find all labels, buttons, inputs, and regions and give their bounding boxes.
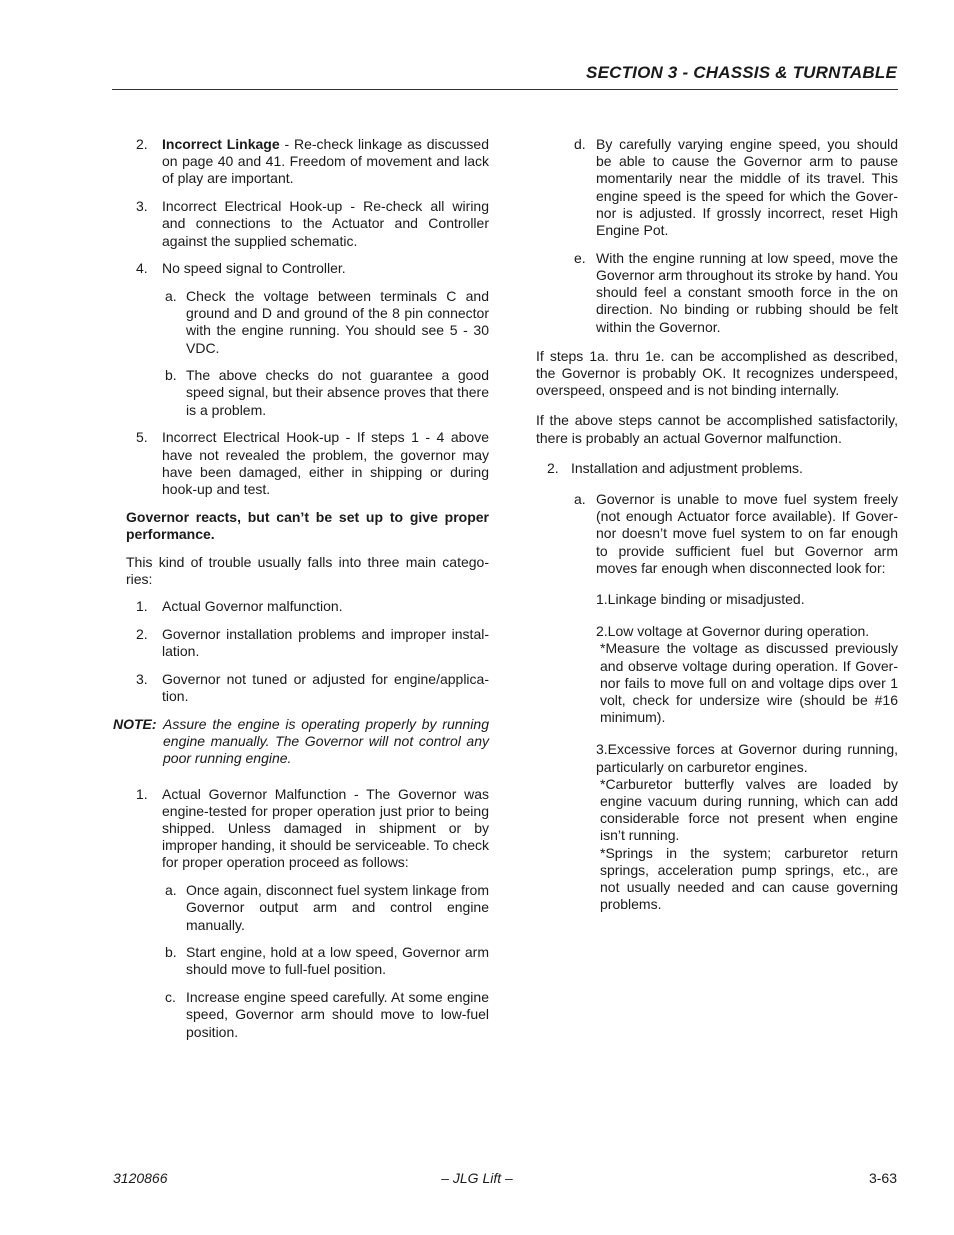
item-text: Once again, disconnect fuel system linkage from Governor output arm and control engine manually.	[186, 882, 489, 933]
item-text: Incorrect Electrical Hook-up - Re-check all wiring and connections to the Actuator and Controller against the supplied schematic.	[162, 198, 489, 249]
item-number: 1.	[136, 598, 148, 615]
check-block	[596, 591, 898, 608]
item-number: 2.	[547, 459, 559, 476]
item-number: 1.	[136, 785, 148, 802]
item-letter: b.	[165, 944, 177, 961]
sub-list-item	[536, 250, 898, 336]
paragraph: This kind of trouble usually falls into three main catego- ries:	[126, 553, 489, 587]
sub-list-item	[113, 882, 489, 934]
sub-list-item	[113, 367, 489, 419]
subheading: Governor reacts, but can’t be set up to give proper performance.	[126, 508, 489, 542]
sub-list-item	[113, 944, 489, 978]
item-text: - Re-check linkage as discussed on page 40 and 41. Freedom of movement and lack of play are important.	[162, 136, 490, 187]
item-number: 3.	[136, 671, 148, 688]
item-letter: b.	[165, 367, 177, 384]
item-text: Actual Governor Malfunction - The Governor was engine-tested for proper operation just prior to being shipped. Unless damaged in shipment or by improper handing, it should be serviceable. To check for proper operation proceed as follows:	[162, 785, 489, 871]
item-letter: a.	[574, 490, 586, 507]
sub-list-item	[536, 136, 898, 239]
check-item: 3.Excessive forces at Governor during running, particularly on carburetor engines.	[596, 741, 898, 775]
sub-list-item	[113, 989, 489, 1041]
section-title: SECTION 3 - CHASSIS & TURNTABLE	[586, 63, 897, 82]
item-number: 2.	[136, 136, 148, 152]
sub-list-item	[536, 491, 898, 577]
list-item	[113, 598, 489, 615]
sub-list-item	[113, 288, 489, 357]
item-number: 3.	[136, 198, 148, 215]
item-text: Governor installation problems and improper instal- lation.	[162, 626, 489, 660]
check-detail: *Carburetor butterfly valves are loaded by engine vacuum during running, which can add considerable force not present when engine isn’t running.	[600, 775, 898, 844]
item-text: Incorrect Electrical Hook-up - If steps 1 - 4 above have not revealed the problem, the governor may have been damaged, either in shipping or during hook-up and test.	[162, 429, 489, 497]
item-title: Incorrect Linkage	[162, 136, 280, 152]
check-detail: *Springs in the system; carburetor return springs, acceleration pump springs, etc., are not usually needed and can cause governing problems.	[600, 844, 898, 913]
list-item	[113, 786, 489, 872]
right-column	[536, 136, 898, 928]
paragraph: If steps 1a. thru 1e. can be accomplished as described, the Governor is probably OK. It recognizes underspeed, overspeed, onspeed and is not binding internally.	[536, 347, 898, 399]
list-item	[113, 429, 489, 498]
left-column	[113, 136, 489, 1051]
page-number: 3-63	[868, 1170, 897, 1186]
paragraph: If the above steps cannot be accomplished satisfactorily, there is probably an actual Governor malfunction.	[536, 412, 898, 446]
item-text: Check the voltage between terminals C and ground and D and ground of the 8 pin connector with the engine running. You should see 5 - 30 VDC.	[186, 287, 489, 356]
check-block	[596, 741, 898, 913]
doc-number: 3120866	[113, 1170, 168, 1186]
item-text: No speed signal to Controller.	[162, 260, 346, 277]
list-item	[113, 198, 489, 250]
note-text: Assure the engine is operating properly by running engine manually. The Governor will not control any poor running engine.	[163, 715, 489, 767]
check-item: 2.Low voltage at Governor during operation.	[596, 623, 870, 640]
item-text: With the engine running at low speed, move the Governor arm throughout its stroke by hand. You should feel a constant smooth force in the on direction. No binding or rubbing should be felt within the Governor.	[596, 249, 898, 335]
item-number: 4.	[136, 260, 148, 277]
item-letter: c.	[165, 989, 176, 1006]
item-number: 5.	[136, 429, 148, 446]
item-text: Start engine, hold at a low speed, Governor arm should move to full-fuel position.	[186, 944, 489, 978]
list-item	[113, 626, 489, 660]
note-block	[113, 716, 489, 768]
note-label: NOTE:	[113, 715, 157, 732]
item-number: 2.	[136, 626, 148, 643]
check-block	[596, 623, 898, 726]
item-letter: a.	[165, 882, 177, 899]
item-text: Installation and adjustment problems.	[571, 459, 803, 476]
company-name: – JLG Lift –	[441, 1170, 513, 1186]
item-text: Increase engine speed carefully. At some engine speed, Governor arm should move to low-fuel position.	[186, 989, 489, 1040]
item-letter: a.	[165, 287, 177, 304]
item-text: The above checks do not guarantee a good speed signal, but their absence proves that there is a problem.	[186, 367, 489, 418]
check-item: 1.Linkage binding or misadjusted.	[596, 590, 805, 607]
item-letter: e.	[574, 249, 586, 266]
list-item	[536, 460, 898, 477]
check-detail: *Measure the voltage as discussed previously and observe voltage during operation. If Gover- nor fails to move full on and voltage dips over 1 volt, check for undersize wire (should be #16 minimum).	[600, 640, 898, 726]
item-text: By carefully varying engine speed, you should be able to cause the Governor arm to pause momentarily near the middle of its travel. This engine speed is the speed for which the Gover- nor is adjusted. If grossly incorrect, reset High Engine Pot.	[596, 136, 898, 239]
list-item	[113, 260, 489, 277]
list-item	[113, 671, 489, 705]
list-item	[113, 136, 489, 188]
item-letter: d.	[574, 136, 586, 152]
header-rule	[112, 89, 898, 90]
item-text: Governor not tuned or adjusted for engine/applica- tion.	[162, 671, 489, 705]
item-text: Actual Governor malfunction.	[162, 598, 343, 615]
item-text: Governor is unable to move fuel system freely (not enough Actuator force available). If Gover- nor doesn’t move fuel system to on far enough to provide sufficient fuel but Governor arm moves far enough when disconnected look for:	[596, 490, 898, 576]
